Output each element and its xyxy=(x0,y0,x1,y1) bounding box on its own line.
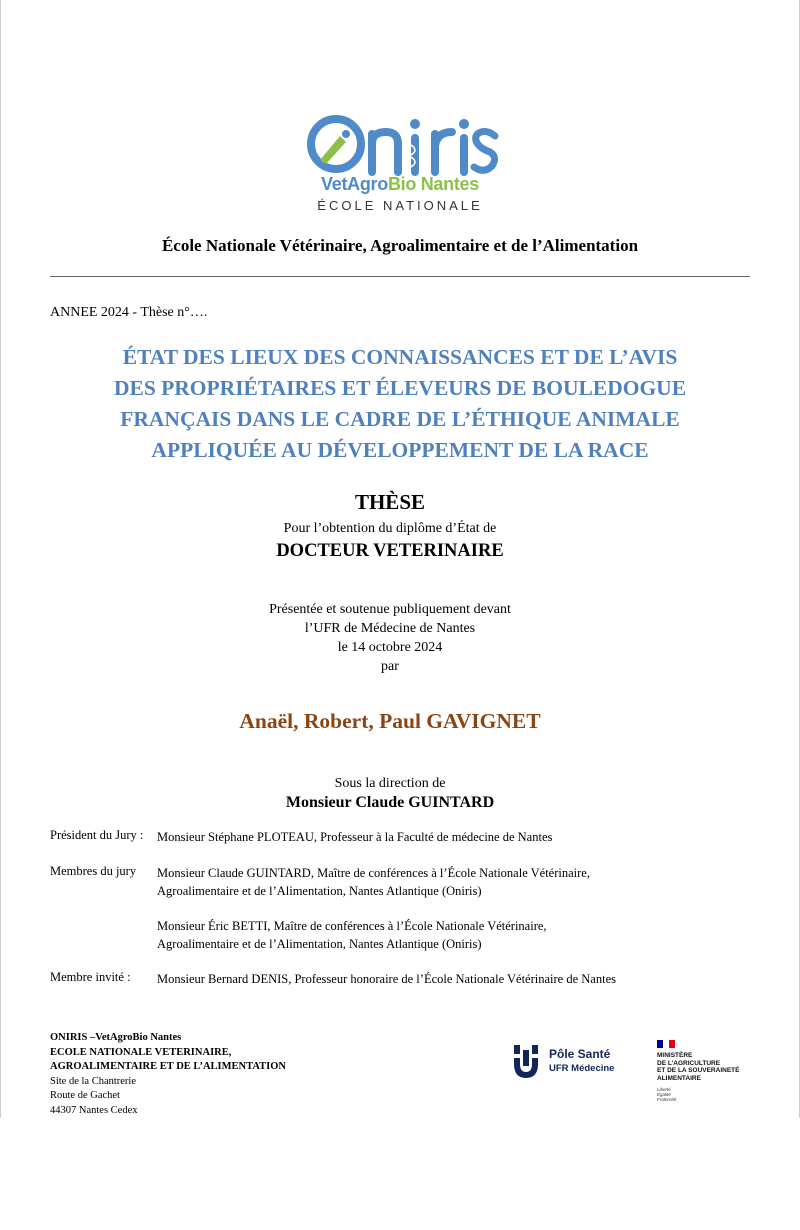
jury-guest-label: Membre invité : xyxy=(50,970,131,984)
address-line: ECOLE NATIONALE VETERINAIRE, xyxy=(50,1046,232,1058)
ministry-logo xyxy=(655,1040,755,1100)
ufr-medecine-label: UFR Médecine xyxy=(549,1063,615,1074)
jury-president-label: Président du Jury : xyxy=(50,828,144,842)
footer-address xyxy=(50,1031,286,1118)
pole-sante-icon xyxy=(512,1044,540,1080)
thesis-title-line: DES PROPRIÉTAIRES ET ÉLEVEURS DE BOULEDOGUE xyxy=(113,376,687,400)
year-thesis-number: ANNEE 2024 - Thèse n°…. xyxy=(50,305,208,320)
oniris-wordmark-logo xyxy=(300,112,500,180)
jury-member-line: Agroalimentaire et de l’Alimentation, Nantes Atlantique (Oniris) xyxy=(157,884,482,898)
defense-line: Présentée et soutenue publiquement devant xyxy=(269,602,511,617)
jury-member xyxy=(157,864,590,900)
thesis-title-line: ÉTAT DES LIEUX DES CONNAISSANCES ET DE L’AVIS xyxy=(122,345,678,369)
french-flag-icon xyxy=(657,1040,675,1048)
thesis-title-line: APPLIQUÉE AU DÉVELOPPEMENT DE LA RACE xyxy=(151,438,649,462)
pole-sante-logo xyxy=(512,1044,632,1080)
oniris-logo xyxy=(300,112,500,220)
author-name: Anaël, Robert, Paul GAVIGNET xyxy=(239,709,541,733)
defense-date: le 14 octobre 2024 xyxy=(337,640,443,655)
defense-details xyxy=(0,600,780,676)
thesis-title xyxy=(40,342,760,466)
address-line: Site de la Chantrerie xyxy=(50,1075,137,1087)
jury-member xyxy=(157,917,547,953)
jury-member-line: Monsieur Éric BETTI, Maître de conférences à l’École Nationale Vétérinaire, xyxy=(157,919,547,933)
diploma-obtention-text: Pour l’obtention du diplôme d’État de xyxy=(283,521,497,536)
ecole-nationale-logo-text: ÉCOLE NATIONALE xyxy=(317,198,483,213)
defense-line: l’UFR de Médecine de Nantes xyxy=(304,621,476,636)
director-name: Monsieur Claude GUINTARD xyxy=(285,794,495,811)
jury-member-line: Agroalimentaire et de l’Alimentation, Nantes Atlantique (Oniris) xyxy=(157,937,482,951)
vetagrobio-nantes-logo-text: VetAgroBio Nantes xyxy=(321,174,479,194)
degree-title: DOCTEUR VETERINAIRE xyxy=(276,541,504,561)
jury-member-line: Monsieur Claude GUINTARD, Maître de conférences à l’École Nationale Vétérinaire, xyxy=(157,866,590,880)
jury-members-label: Membres du jury xyxy=(50,864,137,878)
ministry-name: MINISTÈRE DE L’AGRICULTURE ET DE LA SOUVERAINETÉ ALIMENTAIRE xyxy=(657,1052,740,1082)
header-divider xyxy=(50,276,750,277)
address-line: Route de Gachet xyxy=(50,1090,120,1101)
these-heading: THÈSE xyxy=(354,490,426,514)
pole-sante-name: Pôle Santé xyxy=(549,1047,611,1061)
republic-motto: Liberté Égalité Fraternité xyxy=(657,1087,677,1102)
address-line: ONIRIS –VetAgroBio Nantes xyxy=(50,1032,182,1043)
jury-president: Monsieur Stéphane PLOTEAU, Professeur à la Faculté de médecine de Nantes xyxy=(157,830,553,844)
address-line: AGROALIMENTAIRE ET DE L’ALIMENTATION xyxy=(50,1061,286,1072)
school-title: École Nationale Vétérinaire, Agroalimentaire et de l’Alimentation xyxy=(161,236,639,255)
jury-guest: Monsieur Bernard DENIS, Professeur honoraire de l’École Nationale Vétérinaire de Nantes xyxy=(157,972,616,986)
defense-line: par xyxy=(381,659,399,674)
address-line: 44307 Nantes Cedex xyxy=(50,1104,138,1116)
thesis-title-line: FRANÇAIS DANS LE CADRE DE L’ÉTHIQUE ANIMALE xyxy=(120,407,680,431)
direction-label: Sous la direction de xyxy=(334,776,446,791)
